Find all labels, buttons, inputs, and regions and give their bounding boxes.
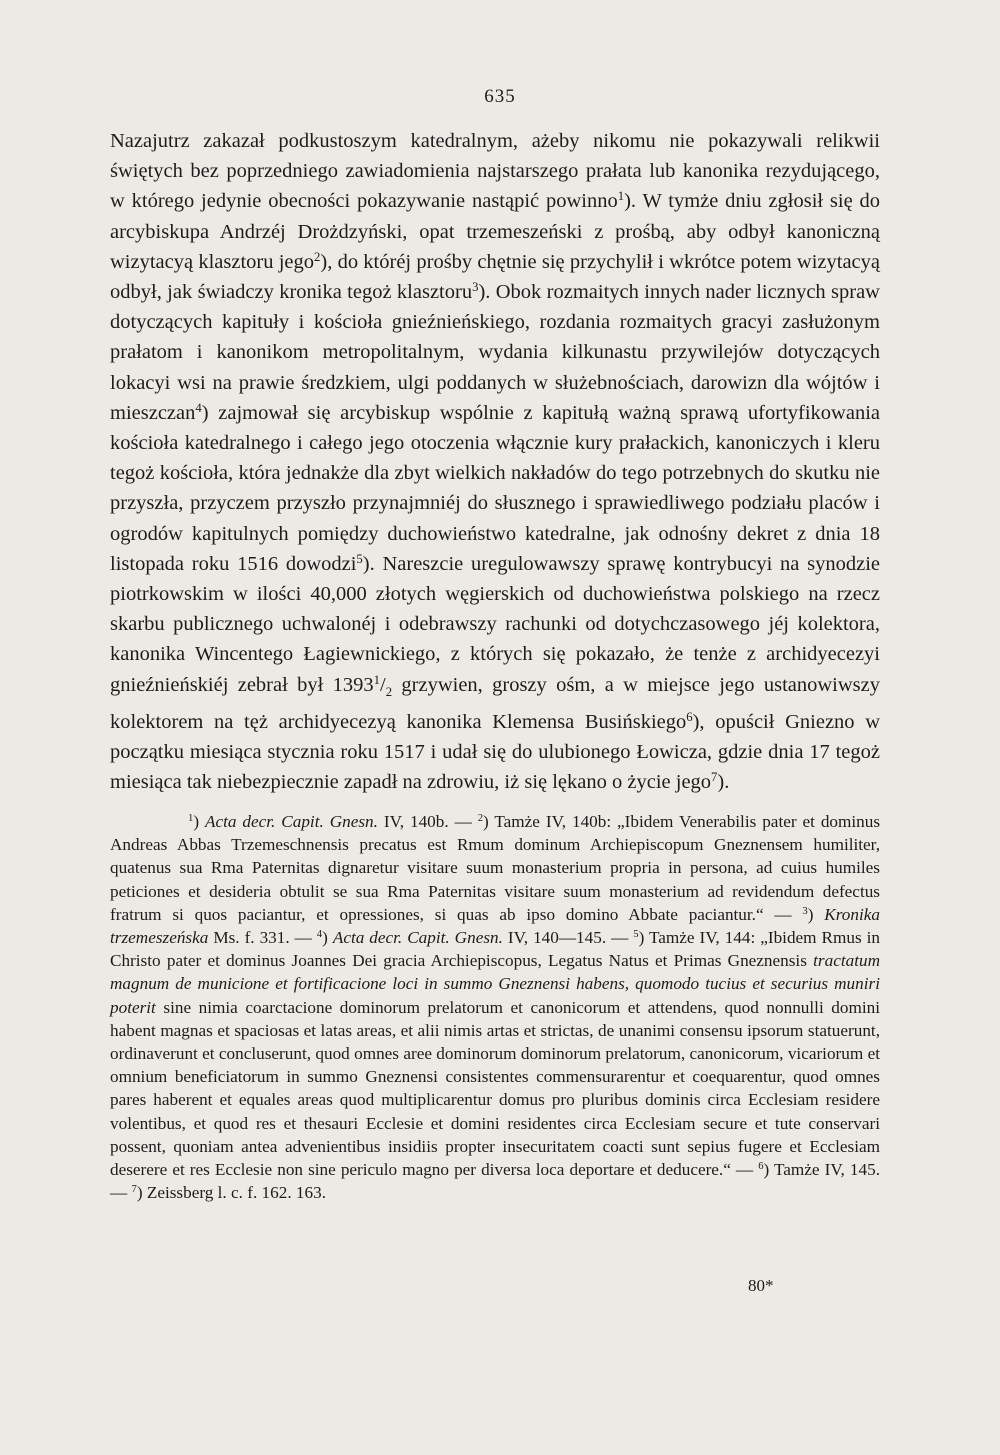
fraction-denominator: 2 bbox=[385, 684, 393, 699]
footnote-mark: 3 bbox=[802, 905, 808, 917]
footnote-paren: ) bbox=[807, 904, 825, 924]
main-segment: ), do któréj prośby chętnie się przychylił i wkrótce potem wizytacyą odbył, jak świadczy kronika tegoż klasztoru bbox=[110, 250, 880, 304]
footnote-mark: 7 bbox=[131, 1184, 137, 1196]
footnote-ref: 4 bbox=[195, 400, 202, 415]
footnote-paren: ) bbox=[322, 928, 333, 948]
footnote-ref: 3 bbox=[472, 280, 479, 295]
footnote-text: IV, 140b. — bbox=[377, 812, 478, 831]
main-segment: ). Obok rozmaitych innych nader licznych spraw dotyczących kapituły i kościoła gnieźnieńskiego, rozdania rozmaitych gracyi zasłużonym prałatom i kanonikom metropolitalnym, wydania kilkunastu przywilejów dotyczących lokacyi wsi na prawie średzkiem, ulgi poddanych w służebnościach, darowizn dla wójtów i mieszczan bbox=[110, 281, 880, 424]
main-segment: ), opuścił Gniezno w początku miesiąca stycznia roku 1517 i udał się do ulubionego Łowicza, gdzie dnia 17 tegoż miesiąca tak niebezpiecznie zapadł na zdrowiu, iż się lękano o życie jego bbox=[110, 710, 880, 794]
footnote-mark: 1 bbox=[188, 813, 194, 825]
main-text bbox=[110, 126, 880, 798]
footnote-citation: Kronika trzemeszeńska bbox=[110, 904, 880, 948]
main-segment: Nazajutrz zakazał podkustoszym katedralnym, ażeby nikomu nie pokazywali relikwii świętych bez poprzedniego zawiadomienia najstarszego prałata lub kanonika rezydującego, w którego jedynie obecności pokazywanie nastąpić powinno bbox=[110, 130, 880, 213]
page-number: 635 bbox=[484, 86, 516, 107]
signature-mark: 80* bbox=[748, 1276, 774, 1295]
footnote-ref: 1 bbox=[617, 189, 625, 204]
main-segment: ) zajmował się arcybiskup wspólnie z kapitułą ważną sprawą ufortyfikowania kościoła katedralnego i całego jego otoczenia włącznie kury prałackich, kanoniczych i kleru tegoż kościoła, która jednakże dla zbyt wielkich nakładów do tego potrzebnych do skutku nie przyszła, przyczem przyszło przynajmniéj do słusznego i sprawiedliwego podziału placów i ogrodów kapitulnych pomiędzy duchowieństwo katedralne, jak odnośny dekret z dnia 18 listopada roku 1516 dowodzi bbox=[110, 401, 880, 575]
footnote-text: Ms. f. 331. — bbox=[208, 928, 317, 948]
footnote-ref: 7 bbox=[711, 770, 718, 785]
footnote-ref: 6 bbox=[686, 709, 693, 724]
footnote-text: ) Tamże IV, 145. — bbox=[110, 1160, 880, 1203]
footnote-mark: 2 bbox=[477, 813, 484, 825]
main-segment: ). bbox=[717, 771, 730, 794]
fraction-numerator: 1 bbox=[373, 672, 381, 687]
footnote-ref: 2 bbox=[314, 249, 321, 264]
main-segment: ). W tymże dniu zgłosił się do arcybiskupa Andrzéj Drożdzyński, opat trzemeszeński z prośbą, aby odbył kanoniczną wizytacyą klasztoru jego bbox=[110, 190, 880, 273]
footnote-text: ) Tamże IV, 140b: „Ibidem Venerabilis pater et dominus Andreas Abbas Trzemeschnensis precatus est Rmum dominum Archiepiscopum Gneznensem humiliter, quatenus sua Rma Paternitas dignaretur visitare suum monasterium propria in persona, ad cuius humiles peticiones et desideria obtulit se sua Rma Paternitas visitare suum monasterium ad revidendum defectus fratrum si quos paciantur, et opressiones, si quas ab ipso domino Abbate paciantur.“ — bbox=[110, 812, 881, 924]
footnote-text: sine nimia coarctacione dominorum prelatorum et canonicorum et attendens, quod nonnulli domini habent magnas et spaciosas et latas areas, et alii nimis artas et strictas, de unanimi consensu ipsorum statuerunt, ordinaverunt et concluserunt, quod omnes aree dominorum dominorum prelatorum, canonicorum, vicariorum et omnium beneficiatorum in summo Gneznensi consistentes commensurarentur et coequarentur, quod omnes pares haberent et equales areas quod multiplicarentur domus pro pluribus dominis circa Ecclesiam residere volentibus, et quod res et thesauri Ecclesie et domini residentes circa Ecclesiam secure et tute conservari possent, quoniam antea advenientibus insidiis propter insecuritatem coacti sunt sepius fugere et Ecclesiam deserere et res Ecclesie non sine periculo magno per diversa loca deportare et deducere.“ — bbox=[110, 997, 880, 1180]
footnote-text: IV, 140—145. — bbox=[502, 928, 634, 948]
footnote-text: ) Zeissberg l. c. f. 162. 163. bbox=[136, 1183, 327, 1203]
footnote-mark: 4 bbox=[316, 929, 323, 941]
footnote-paren: ) bbox=[193, 812, 200, 831]
main-segment: grzywien, groszy ośm, a w miejsce jego ustanowiwszy kolektorem na tęż archidyecezyą kanonika Klemensa Busińskiego bbox=[110, 673, 880, 733]
footnote-citation: Acta decr. Capit. Gnesn. bbox=[332, 928, 503, 948]
fraction-slash: / bbox=[380, 673, 386, 696]
footnote-mark: 6 bbox=[758, 1161, 764, 1173]
footnote-block bbox=[110, 810, 880, 1204]
footnote-text: ) Tamże IV, 144: „Ibidem Rmus in Christo pater et dominus Joannes Dei gracia Archiepiscopus, Legatus Natus et Primas Gneznensis bbox=[110, 928, 880, 971]
footnote-ref: 5 bbox=[356, 551, 363, 566]
footnote-citation: Acta decr. Capit. Gnesn. bbox=[205, 812, 378, 831]
footnotes bbox=[110, 810, 880, 1204]
footnote-mark: 5 bbox=[633, 929, 639, 941]
main-segment: ). Nareszcie uregulowawszy sprawę kontrybucyi na synodzie piotrkowskim w ilości 40,000 złotych węgierskich od duchowieństwa polskiego na rzecz skarbu publicznego uchwalonéj i odebrawszy rachunki od dotychczasowego jéj kolektora, kanonika Wincentego Łagiewnickiego, z których się pokazało, że tenże z archidyecezyi gnieźnieńskiéj zebrał był 1393 bbox=[110, 552, 880, 696]
footnote-quote-italic: tractatum magnum de municione et fortificacione loci in summo Gneznensi habens, quomodo tucius et securius muniri poterit bbox=[110, 951, 880, 1017]
